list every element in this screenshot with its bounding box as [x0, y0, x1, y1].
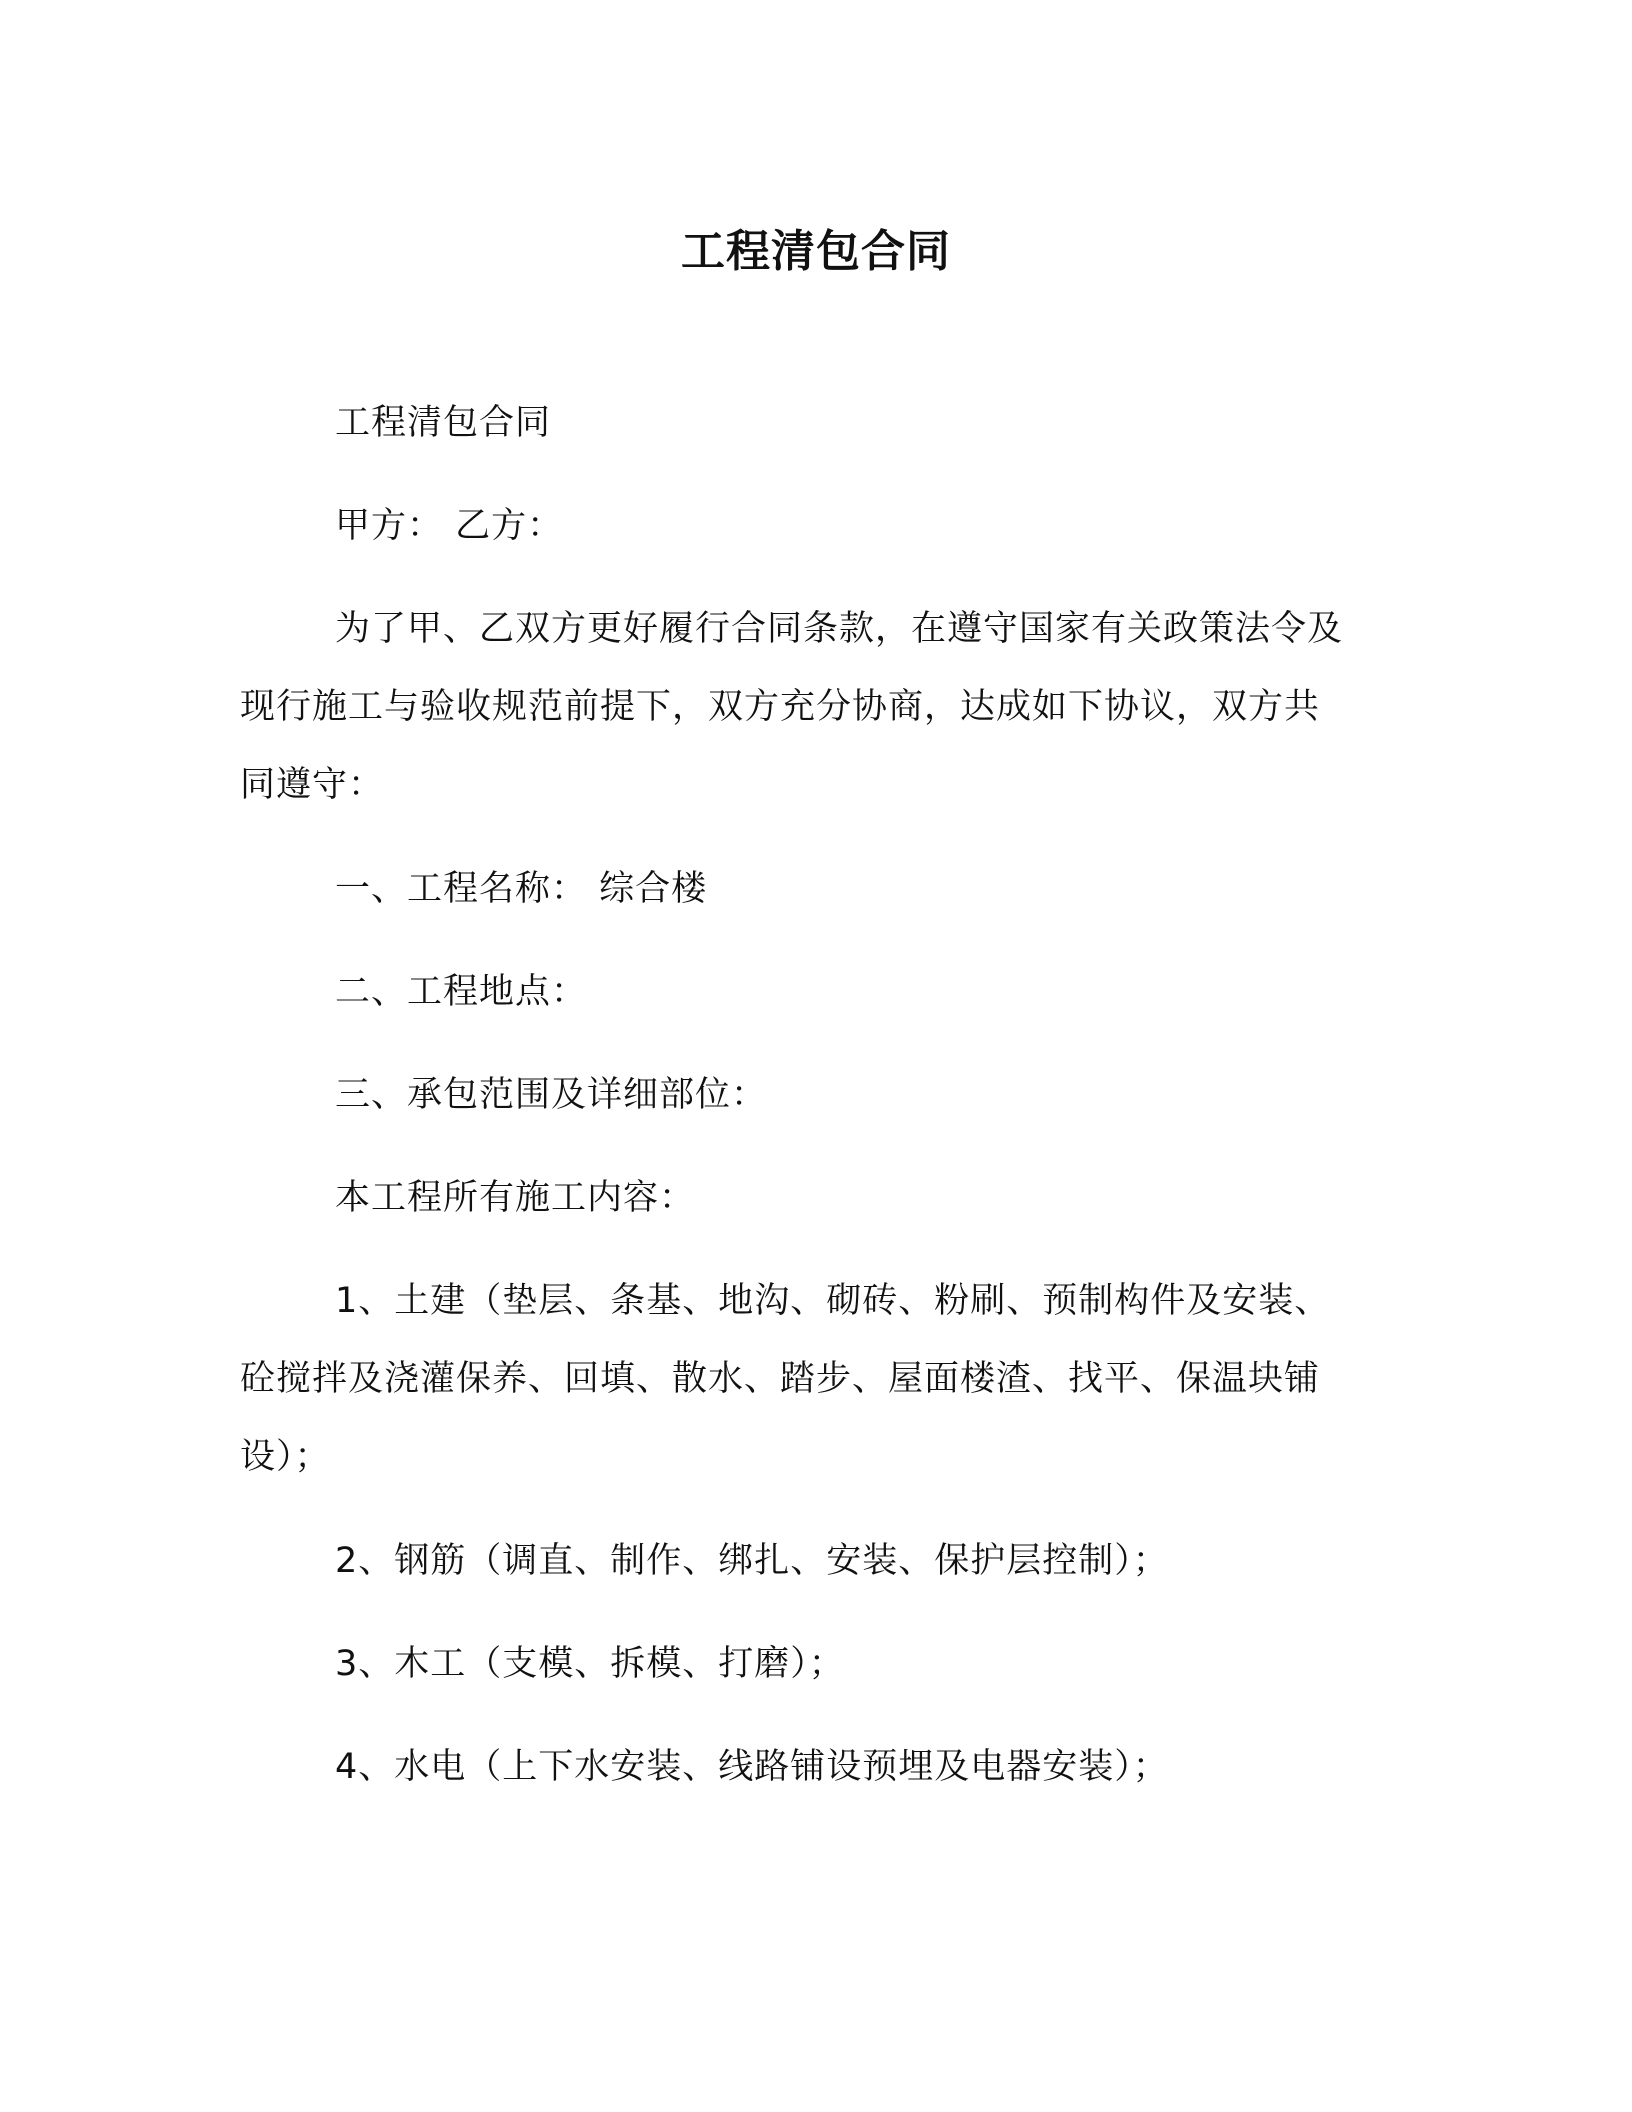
intro-line-1: 为了甲、乙双方更好履行合同条款，在遵守国家有关政策法令及: [335, 609, 1344, 649]
scope-intro: [240, 1159, 1390, 1237]
document-title: 工程清包合同: [681, 226, 951, 277]
item-project-name: [240, 850, 1390, 928]
item-scope: [240, 1056, 1390, 1134]
intro-paragraph: [240, 590, 1390, 824]
scope-item-2-text: 2、钢筋（调直、制作、绑扎、安装、保护层控制）；: [335, 1541, 1169, 1581]
scope-item-4: [240, 1728, 1390, 1806]
scope-item-4-text: 4、水电（上下水安装、线路铺设预埋及电器安装）；: [335, 1747, 1169, 1787]
scope-item-1-line-2: 砼搅拌及浇灌保养、回填、散水、踏步、屋面楼渣、找平、保温块铺: [240, 1359, 1321, 1399]
scope-item-1-line-1: 1、土建（垫层、条基、地沟、砌砖、粉刷、预制构件及安装、: [335, 1281, 1331, 1321]
scope-item-3-text: 3、木工（支模、拆模、打磨）；: [335, 1644, 845, 1684]
scope-item-1-line-3: 设）；: [240, 1437, 331, 1477]
item-project-location-text: 二、工程地点：: [335, 972, 588, 1012]
scope-item-1: [240, 1262, 1390, 1496]
intro-line-2: 现行施工与验收规范前提下，双方充分协商，达成如下协议，双方共: [240, 687, 1321, 727]
parties-text: 甲方： 乙方：: [335, 506, 564, 546]
scope-intro-text: 本工程所有施工内容：: [335, 1178, 696, 1218]
item-scope-text: 三、承包范围及详细部位：: [335, 1075, 768, 1115]
contract-heading-text: 工程清包合同: [335, 403, 552, 443]
contract-heading: [240, 384, 1390, 462]
item-project-location: [240, 953, 1390, 1031]
item-project-name-text: 一、工程名称： 综合楼: [335, 869, 708, 909]
intro-line-3: 同遵守：: [240, 765, 385, 805]
scope-item-2: [240, 1522, 1390, 1600]
parties-line: [240, 487, 1390, 565]
scope-item-3: [240, 1625, 1390, 1703]
